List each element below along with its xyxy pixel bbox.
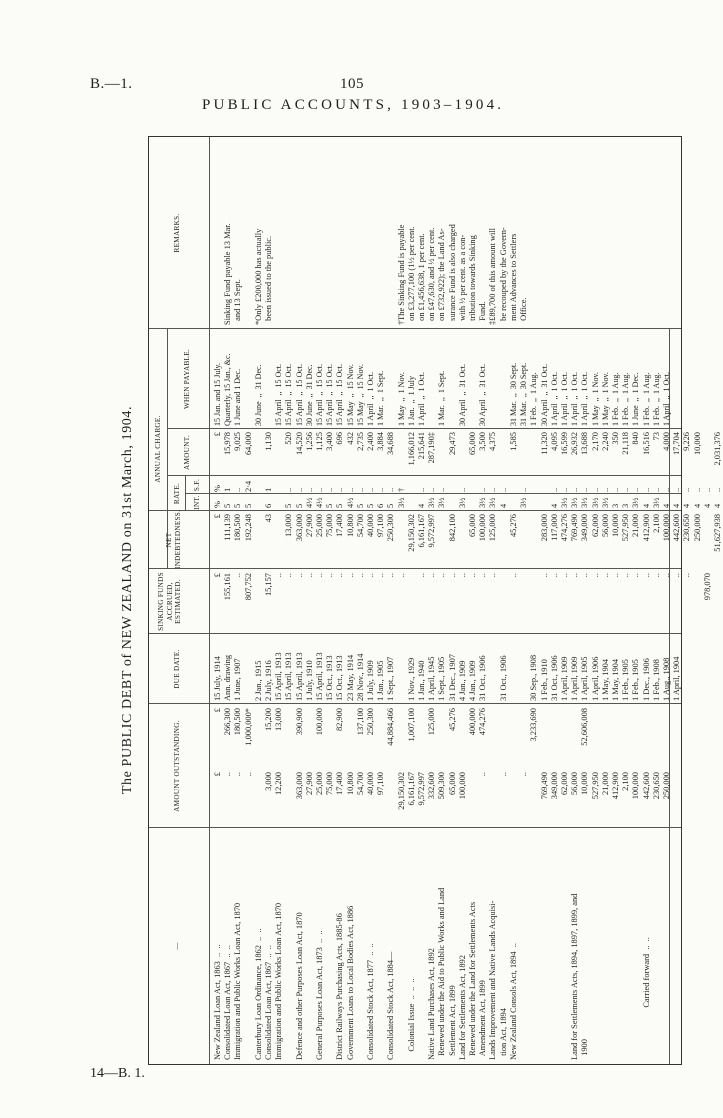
header-amount: AMOUNT. <box>183 435 191 470</box>
header-amount-outstanding: AMOUNT OUTSTANDING. <box>173 720 181 812</box>
header-sinking-funds: SINKING FUNDS ACCRUED, ESTIMATED. <box>157 572 183 631</box>
col-divider <box>149 510 681 511</box>
header-rate-sf: S.F. <box>193 478 201 492</box>
table-title: The PUBLIC DEBT of NEW ZEALAND on 31st March, 1904. <box>120 405 135 795</box>
header-net-indebtedness: NET INDEBTEDNESS. <box>165 509 182 569</box>
page-number: 105 <box>340 76 364 92</box>
header-annual-charge: ANNUAL CHARGE. <box>154 415 162 483</box>
header-due-date: DUE DATE. <box>173 649 181 689</box>
amount-outstanding-items-column: £ .. .. .. 3,000 12,200 363,000 27,900 25,000 75,000 17,400 10,800 54,700 40,000 97,100 29,150,302 6,161,167 9,572,997 332,600 509,300 65,000 100,000 .. .. .. 769,490 349,000 62,000 56,000 10,000 527,950 21,000 412,900 2,100 100,000 442,600 230,650 250,000 <box>213 772 671 810</box>
public-debt-table <box>148 136 722 1065</box>
due-date-column: 15 July, 1914 Ann. drawing 1 June, 1907 2 Jan., 1915 2 July, 1916 15 April, 1913 15 April, 1913 15 April, 1913 1 July, 1910 15 April, 1913 15 Oct., 1913 15 Oct., 1913 23 May, 1914 28 Nov., 1914 1 July, 1909 1 Jan., 1905 1 Sept., 1907 1 Nov., 1929 1 Jan., 1940 1 April, 1945 1 Sept., 1905 31 Dec., 1907 4 Jan., 1909 4 Jan., 1909 31 Oct., 1906 31 Oct., 1906 30 Sep., 1908 1 Feb., 1910 31 Oct., 1906 1 April, 1909 1 April, 1909 1 April, 1905 1 April, 1906 1 May, 1904 1 May, 1904 1 Feb., 1905 1 Feb., 1905 1 Dec., 1906 1 Feb., 1908 1 Aug., 1908 1 April, 1904 <box>213 652 682 701</box>
annual-amount-column: £ 15,978 9,025 64,000 1,130 520 14,520 1,256 1,125 3,400 696 432 2,735 2,400 3,884 34,688 1,166,012 215,641 287,190‡ 29,473 65,000 3,500 4,375 1,585 11,320 4,095 16,599 26,932 13,688 2,170 2,240 350 21,118 840 16,516 73 4,000 17,704 9,226 10,000 2,031,376 <box>213 432 722 466</box>
row-divider <box>185 476 186 511</box>
rate-int-column: % 5 5 5 6 5 5 4½ 4½ 5 5 4½ 5 5 6 5 3½ 4 3½ 3½ 3½ 3½ 3½ 4 3½ 4 3½ 3½ 3½ 3½ 3½ 3 3 3½ 4 3½ 4 4 4 4 4 4 <box>213 497 722 508</box>
col-divider <box>149 827 681 828</box>
document-reference: B.—1. <box>90 76 133 92</box>
col-divider <box>149 568 681 569</box>
header-rate-int: INT. <box>193 495 201 510</box>
net-indebtedness-column: £ 111,139 180,500 192,248 43 13,000 363,000 27,900 25,000 75,000 17,400 10,800 54,700 40,000 97,100 250,300 29,150,302 6,161,167 9,572,997 842,100 65,000 100,000 125,000 45,276 283,000 117,000 474,276 769,490 349,000 62,000 56,000 10,000 527,950 21,000 412,900 2,100 100,000 442,600 230,650 250,000 51,627,938 <box>213 514 722 552</box>
header-remarks: REMARKS. <box>173 213 181 253</box>
header-rate: RATE. <box>173 482 181 505</box>
amount-outstanding-totals-column: £ 266,300 180,500 1,000,000* 15,200 13,000 390,900 100,000 82,900 137,100 250,300 44,884,466 1,007,100 125,000 45,276 400,000 474,276 3,233,690 52,606,008 <box>213 708 590 746</box>
col-divider <box>149 703 681 704</box>
remarks-column: Sinking Fund payable 13 Mar. and 13 Sept. *Only £200,000 has actually been issued to the public. †The Sinking Fund is payable on £3,277,100 (1½ per cent. on £1,456,638, 1 per cent. on £47,630, and ½ per cent. on £732,922); the Land As- surance Fund is also charged with ½ per cent. as a con- tribution towards Sinking Fund. ‡£89,700 of this amount will be recouped by the Govern- ment Advances to Settlers Office. <box>223 223 529 325</box>
when-payable-column: 15 Jan. and 15 July. Quarterly, 15 Jan., &c. 1 June and 1 Dec. 30 June ,, 31 Dec. 15 April ,, 15 Oct. 15 April ,, 15 Oct. 15 April ,, 15 Oct. 30 June ,, 31 Dec. 15 April ,, 15 Oct. 15 April ,, 15 Oct. 15 April ,, 15 Oct. 15 May ,, 15 Nov. 15 May ,, 15 Nov. 1 April ,, 1 Oct. 1 Mar. ,, 1 Sept. 1 May ,, 1 Nov. 1 Jan. ,, 1 July 1 April ,, 1 Oct. 1 Mar. ,, 1 Sept. 30 April ,, 31 Oct. 30 April ,, 31 Oct. 31 Mar. ,, 30 Sept. 31 Mar. ,, 30 Sept. 1 Feb. ,, 1 Aug. 30 April ,, 31 Oct. 1 April ,, 1 Oct. 1 April ,, 1 Oct. 1 April ,, 1 Oct. 1 April ,, 1 Oct. 1 May ,, 1 Nov. 1 May ,, 1 Nov. 1 Feb. ,, 1 Aug. 1 Feb. ,, 1 Aug. 1 June ,, 1 Dec. 1 Feb. ,, 1 Aug. 1 Feb. ,, 1 Aug. 1 April ,, 1 Oct. <box>213 353 671 426</box>
loan-names-column: New Zealand Loan Act, 1863 .. .. Consolidated Loan Act, 1867 .. .. Immigration and Public Works Loan Act, 1870 Canterbury Loan Ordinance, 1862 .. .. Consolidated Loan Act, 1867 .. .. Immigration and Public Works Loan Act, 1870 Defence and other Purposes Loan Act, 1870 General Purposes Loan Act, 1873 .. .. District Railways Purchasing Acts, 1885-86 Government Loans to Local Bodies Act, 1886 Consolidated Stock Act, 1877 .. .. Consolidated Stock Act, 1884— Colonial Issue .. .. .. Native Land Purchases Act, 1892 Renewed under the Aid to Public Works and Land Settlement Act, 1899 Land for Settlements Act, 1892 Renewed under the Land for Settlements Acts Amendment Act, 1899 Lands Improvement and Native Lands Acquisi- tion Act, 1894 New Zealand Consols Act, 1894 .. Land for Settlements Acts, 1894, 1897, 1899, and 1900 Carried forward .. .. <box>213 887 651 1060</box>
sinking-funds-column: £ 155,161 .. 807,752 15,157 .. .. .. .. .. .. .. .. .. .. .. .. .. .. .. .. .. .. .. .. .. .. .. .. .. .. .. .. .. .. .. .. .. .. .. .. .. 978,070 <box>213 573 712 601</box>
page-footer: 14—B. 1. <box>90 1066 145 1081</box>
header-when-payable: WHEN PAYABLE. <box>183 348 191 410</box>
rotated-table-region <box>108 135 722 1065</box>
rate-sf-column: % 1 .. 2·4 1 .. .. .. .. .. .. .. .. .. .. .. † .. .. .. .. .. .. .. .. .. .. .. .. .. .. .. .. .. .. .. .. .. .. .. .. .. <box>213 480 722 492</box>
col-divider <box>149 633 681 634</box>
page-title: PUBLIC ACCOUNTS, 1903–1904. <box>202 97 505 113</box>
header-dash: — <box>173 942 181 950</box>
col-divider <box>167 428 681 429</box>
col-divider <box>149 328 681 329</box>
header-bottom-rule <box>209 137 210 1064</box>
